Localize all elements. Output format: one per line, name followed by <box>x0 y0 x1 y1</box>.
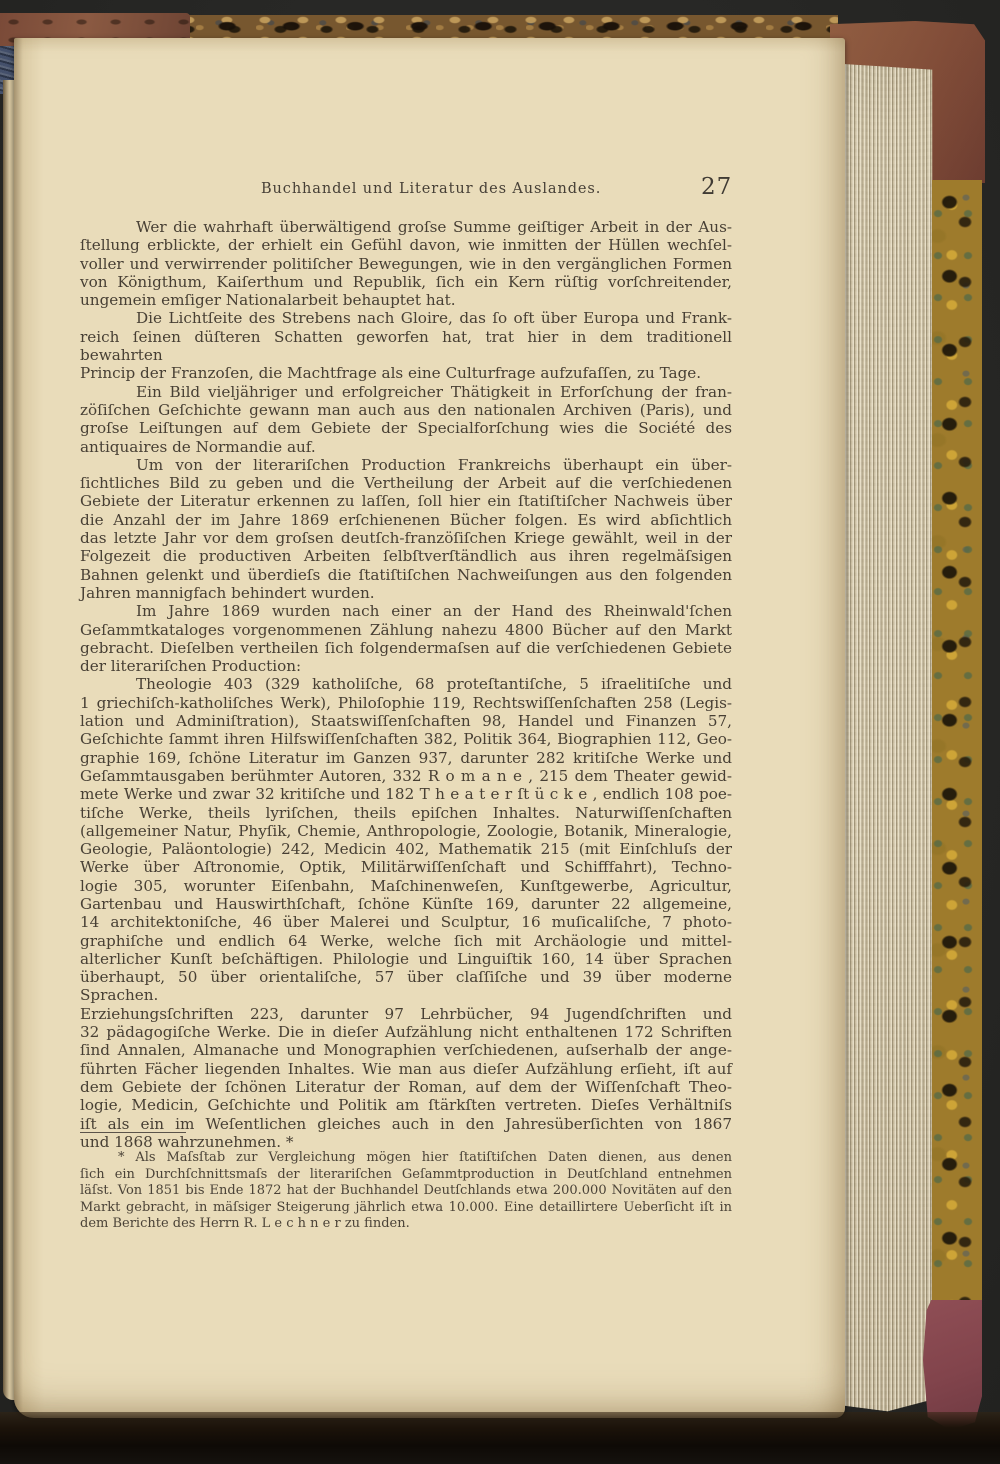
page-stack-fore-edge <box>845 46 934 1414</box>
text-line: gebracht. Dieſelben vertheilen ſich folgendermaſsen auf die verſchiedenen Gebiete <box>80 638 732 657</box>
footnote-rule <box>80 1132 186 1133</box>
text-line: Princip der Franzoſen, die Machtfrage als eine Culturfrage aufzufaſſen, zu Tage. <box>80 364 702 383</box>
text-line: lation und Adminiſtration), Staatswiſſenſchaften 98, Handel und Finanzen 57, <box>80 712 732 731</box>
text-line: logie 305, worunter Eiſenbahn, Maſchinenweſen, Kunſtgewerbe, Agricultur, <box>80 876 732 895</box>
text-line: Folgezeit die productiven Arbeiten ſelbſtverſtändlich aus ihren regelmäſsigen <box>80 547 732 566</box>
text-line: iſt als ein im Weſentlichen gleiches auch in den Jahresüberſichten von 1867 <box>80 1114 732 1133</box>
text-line: alterlicher Kunſt beſchäftigen. Philologie und Linguiſtik 160, 14 über Sprachen <box>80 949 732 968</box>
paragraph <box>80 309 732 382</box>
text-line: Bahnen gelenkt und überdieſs die ſtatiſtiſchen Nachweiſungen aus den folgenden <box>80 565 732 584</box>
text-line: Wer die wahrhaft überwältigend groſse Summe geiſtiger Arbeit in der Aus- <box>136 218 732 236</box>
text-line: führten Fächer liegenden Inhaltes. Wie man aus dieſer Aufzählung erſieht, iſt auf <box>80 1059 732 1078</box>
paragraph <box>80 602 732 675</box>
text-line: groſse Leiſtungen auf dem Gebiete der Specialforſchung wies die Société des <box>80 419 732 438</box>
text-line: mete Werke und zwar 32 kritiſche und 182 T h e a t e r ſt ü c k e , endlich 108 poe- <box>80 785 732 804</box>
text-line: 32 pädagogiſche Werke. Die in dieſer Aufzählung nicht enthaltenen 172 Schriften <box>80 1023 732 1042</box>
text-line: reich ſeinen düſteren Schatten geworfen hat, trat hier in dem traditionell bewahrten <box>80 327 732 365</box>
text-line: dem Gebiete der ſchönen Literatur der Roman, auf dem der Wiſſenſchaft Theo- <box>80 1077 732 1096</box>
cover-marbled-paper <box>932 180 982 1308</box>
text-line: Werke über Aſtronomie, Optik, Militärwiſſenſchaft und Schifffahrt), Techno- <box>80 858 732 877</box>
text-line: dem Berichte des Herrn R. L e c h n e r zu finden. <box>80 1216 410 1231</box>
text-line: ſich ein Durchſchnittsmaſs der literariſchen Geſammtproduction in Deutſchland entnehmen <box>80 1166 732 1182</box>
paragraph <box>80 218 732 309</box>
text-line: die Anzahl der im Jahre 1869 erſchienenen Bücher folgen. Es wird abſichtlich <box>80 510 732 529</box>
text-line: (allgemeiner Natur, Phyſik, Chemie, Anthropologie, Zoologie, Botanik, Mineralogie, <box>80 821 732 840</box>
text-line: und 1868 wahrzunehmen. * <box>80 1132 294 1151</box>
text-line: Theologie 403 (329 katholiſche, 68 proteſtantiſche, 5 iſraelitiſche und <box>136 675 732 694</box>
paragraph <box>80 383 732 456</box>
cover-corner-leather-bottom <box>923 1300 982 1430</box>
text-line: der literariſchen Production: <box>80 657 302 676</box>
page-number: 27 <box>701 174 733 200</box>
text-line: von Königthum, Kaiſerthum und Republik, ſich ein Kern rüſtig vorſchreitender, <box>80 272 732 291</box>
text-line: ungemein emſiger Nationalarbeit behauptet hat. <box>80 291 456 310</box>
text-line: zöſiſchen Geſchichte gewann man auch aus den nationalen Archiven (Paris), und <box>80 400 732 419</box>
text-line: Erziehungsſchriften 223, darunter 97 Lehrbücher, 94 Jugendſchriften und <box>80 1004 732 1023</box>
text-line: * Als Maſsſtab zur Vergleichung mögen hier ſtatiſtiſchen Daten dienen, aus denen <box>118 1150 732 1165</box>
text-line: 1 griechiſch-katholiſches Werk), Philoſophie 119, Rechtswiſſenſchaften 258 (Legis- <box>80 693 732 712</box>
text-line: Geſammtkataloges vorgenommenen Zählung nahezu 4800 Bücher auf den Markt <box>80 620 732 639</box>
body-text <box>80 218 732 1151</box>
book-page <box>14 38 845 1418</box>
text-line: läſst. Von 1851 bis Ende 1872 hat der Buchhandel Deutſchlands etwa 200.000 Novitäten auf den <box>80 1183 732 1198</box>
text-line: voller und verwirrender politiſcher Bewegungen, wie in den vergänglichen Formen <box>80 254 732 273</box>
text-line: logie, Medicin, Geſchichte und Politik am ſtärkſten vertreten. Dieſes Verhältniſs <box>80 1096 732 1115</box>
footnote <box>80 1150 732 1233</box>
text-line: Geſchichte ſammt ihren Hilfswiſſenſchaften 382, Politik 364, Biographien 112, Geo- <box>80 730 732 749</box>
text-line: Im Jahre 1869 wurden nach einer an der Hand des Rheinwald'ſchen <box>136 602 732 621</box>
text-line: Jahren mannigfach behindert wurden. <box>80 583 375 602</box>
text-line: überhaupt, 50 über orientaliſche, 57 über claſſiſche und 39 über moderne Sprachen. <box>80 968 732 1005</box>
paragraph <box>80 675 732 1151</box>
text-line: graphie 169, ſchöne Literatur im Ganzen 937, darunter 282 kritiſche Werke und <box>80 748 732 767</box>
text-line: Markt gebracht, in mäſsiger Steigerung jährlich etwa 10.000. Eine detaillirtere Ueberſicht iſt in <box>80 1199 732 1215</box>
text-line: antiquaires de Normandie auf. <box>80 437 316 456</box>
running-head-title: Buchhandel und Literatur des Auslandes. <box>261 181 602 197</box>
paragraph <box>80 456 732 602</box>
text-line: Ein Bild vieljähriger und erfolgreicher Thätigkeit in Erforſchung der fran- <box>136 382 732 401</box>
text-line: Gebiete der Literatur erkennen zu laſſen, ſoll hier ein ſtatiſtiſcher Nachweis über <box>80 492 732 511</box>
text-line: ſichtliches Bild zu geben und die Vertheilung der Arbeit auf die verſchiedenen <box>80 474 732 493</box>
text-line: Die Lichtſeite des Strebens nach Gloire, das ſo oft über Europa und Frank- <box>136 309 732 328</box>
text-line: Geſammtausgaben berühmter Autoren, 332 R o m a n e , 215 dem Theater gewid- <box>80 766 732 785</box>
text-line: Geologie, Paläontologie) 242, Medicin 402, Mathematik 215 (mit Einſchluſs der <box>80 840 732 859</box>
text-line: 14 architektoniſche, 46 über Malerei und Sculptur, 16 muſicaliſche, 7 photo- <box>80 913 732 932</box>
running-head <box>14 174 845 204</box>
text-line: ſtellung erblickte, der erhielt ein Gefühl davon, wie inmitten der Hüllen wechſel- <box>80 236 732 255</box>
text-line: graphiſche und endlich 64 Werke, welche ſich mit Archäologie und mittel- <box>80 931 732 950</box>
text-line: das letzte Jahr vor dem groſsen deutſch-franzöſiſchen Kriege gewählt, weil in der <box>80 529 732 548</box>
text-line: ſind Annalen, Almanache und Monographien verſchiedenen, auſserhalb der ange- <box>80 1041 732 1060</box>
text-line: tiſche Werke, theils lyriſchen, theils epiſchen Inhaltes. Naturwiſſenſchaften <box>80 803 732 822</box>
book-bottom-edge <box>0 1412 1000 1464</box>
text-line: Gartenbau und Hauswirthſchaft, ſchöne Künſte 169, darunter 22 allgemeine, <box>80 894 732 913</box>
text-line: Um von der literariſchen Production Frankreichs überhaupt ein über- <box>136 455 732 474</box>
